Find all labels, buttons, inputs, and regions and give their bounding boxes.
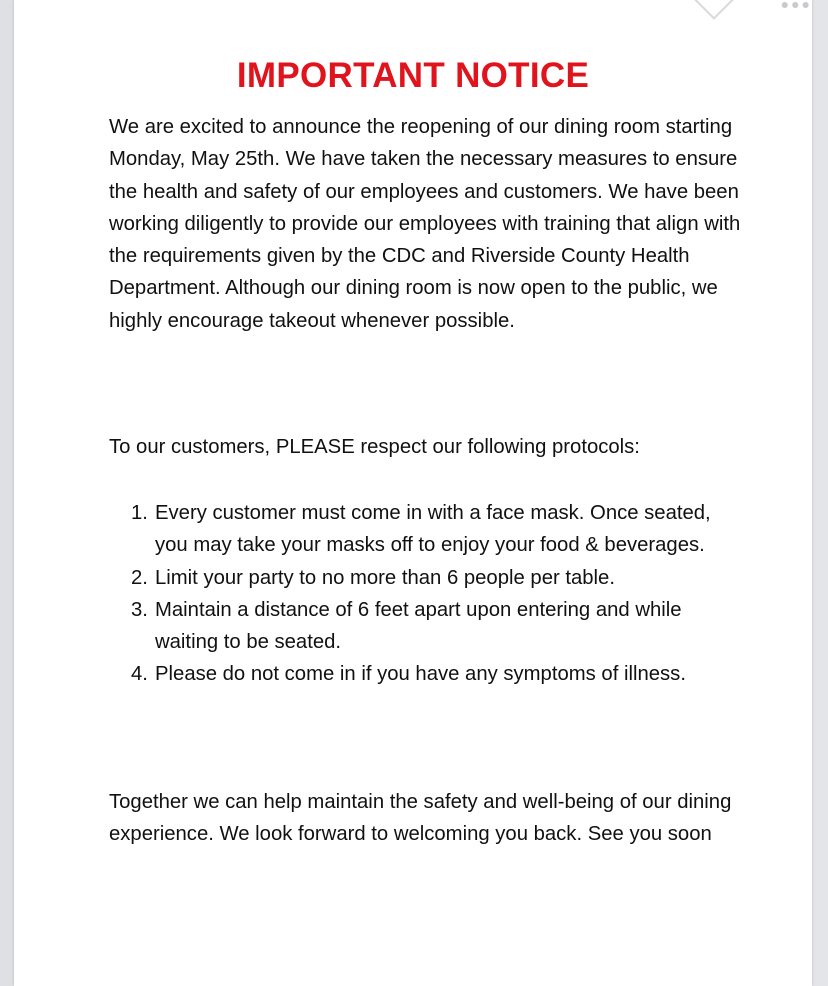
protocol-number: 4.: [131, 663, 148, 686]
corner-chevron-icon: [694, 0, 734, 20]
protocols-list: [109, 497, 749, 691]
protocol-text: Every customer must come in with a face mask. Once seated, you may take your masks off to enjoy your food & beverages.: [155, 502, 711, 557]
protocol-text: Maintain a distance of 6 feet apart upon entering and while waiting to be seated.: [155, 598, 682, 654]
protocol-item: [109, 562, 749, 594]
notice-title: IMPORTANT NOTICE: [236, 56, 590, 95]
protocol-number: 3.: [131, 598, 148, 621]
closing-paragraph: Together we can help maintain the safety and well-being of our dining experience. We look forward to welcoming you back. See you soon: [109, 791, 732, 846]
notice-page: [14, 0, 812, 986]
protocol-text: Limit your party to no more than 6 people per table.: [155, 566, 615, 589]
protocol-item: [109, 594, 749, 659]
protocol-item: [109, 497, 749, 562]
protocols-intro: To our customers, PLEASE respect our following protocols:: [109, 436, 640, 458]
left-edge-strip: [0, 0, 14, 986]
protocol-text: Please do not come in if you have any symptoms of illness.: [155, 663, 686, 686]
protocol-number: 1.: [131, 502, 148, 524]
right-edge-strip: [812, 0, 828, 986]
protocol-number: 2.: [131, 566, 148, 589]
protocol-item: [109, 658, 749, 690]
intro-paragraph: We are excited to announce the reopening of our dining room starting Monday, May 25th. We have taken the necessary measures to ensure the health and safety of our employees and customers. We have been working diligently to provide our employees with training that align with the requirements given by the CDC and Riverside County Health Department. Although our dining room is now open to the public, we highly encourage takeout whenever possible.: [109, 116, 741, 332]
more-dots-icon: ●●●: [780, 0, 812, 12]
